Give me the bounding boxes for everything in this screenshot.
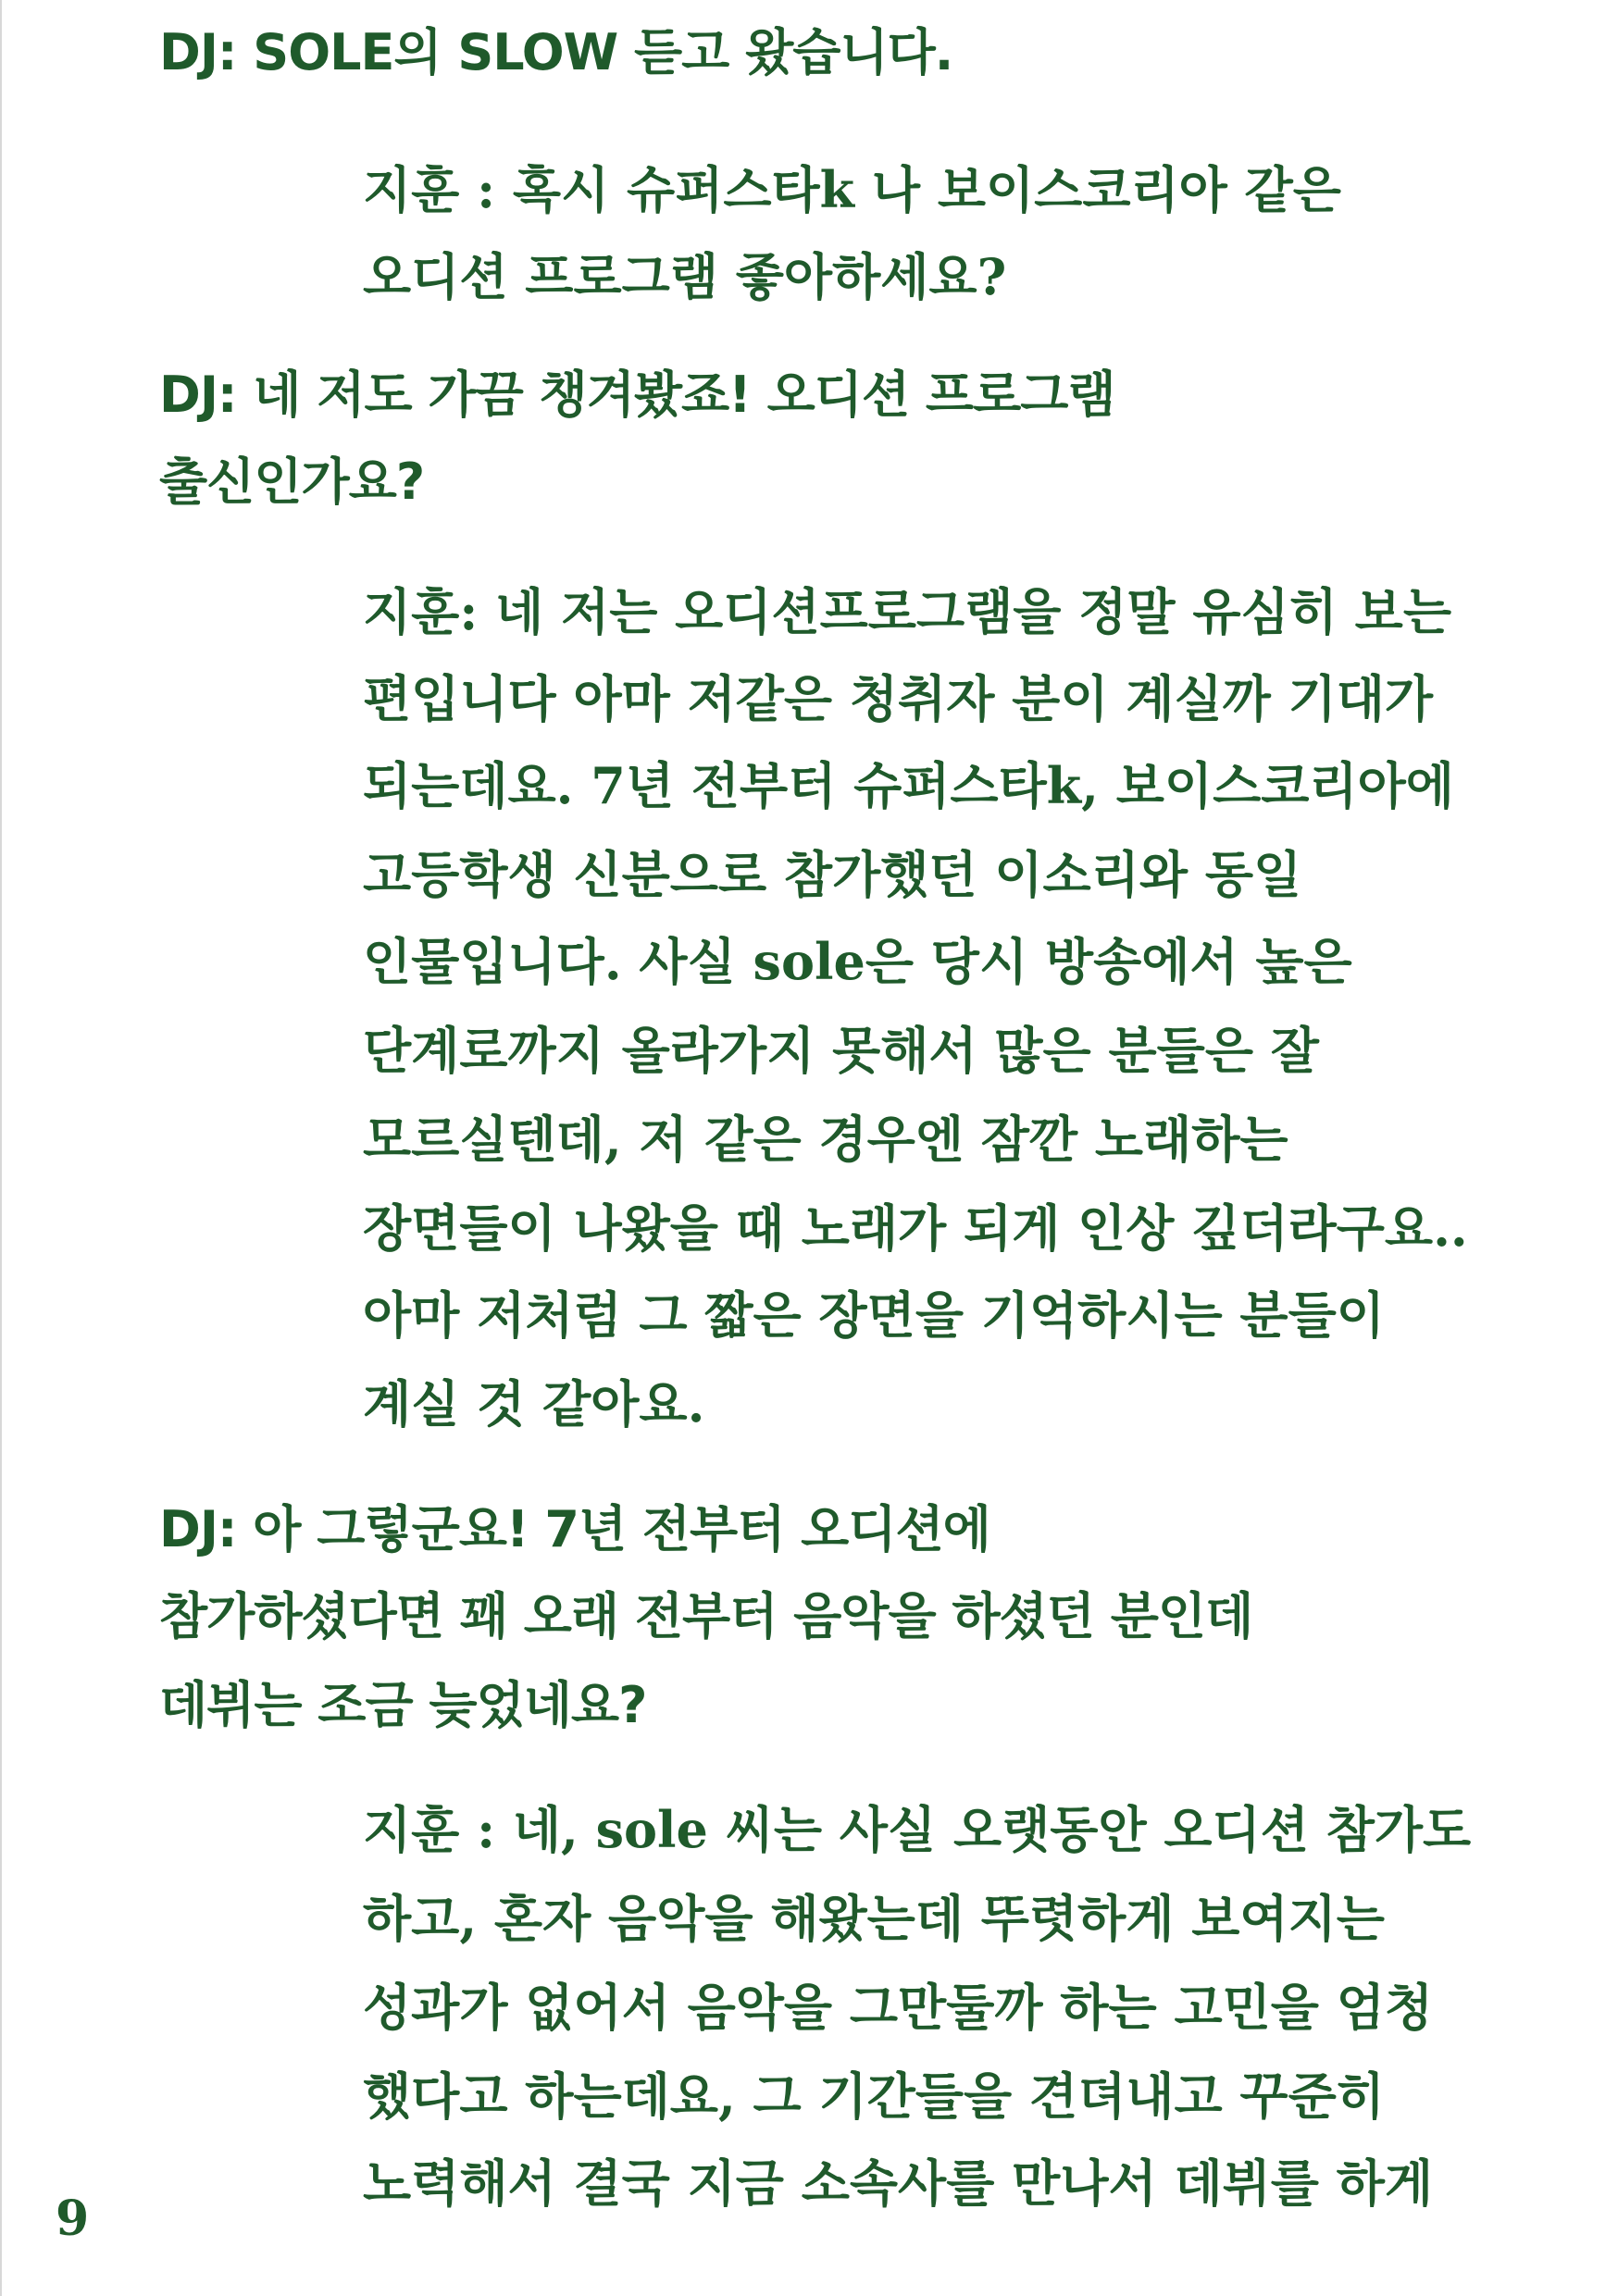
- jihoon-line: 하고, 혼자 음악을 해왔는데 뚜렷하게 보여지는: [363, 1889, 1385, 1948]
- jihoon-line: 편입니다 아마 저같은 청취자 분이 계실까 기대가: [363, 669, 1434, 728]
- jihoon-line: 노력해서 결국 지금 소속사를 만나서 데뷔를 하게: [363, 2153, 1434, 2213]
- jihoon-line: 계실 것 같아요.: [363, 1374, 705, 1433]
- jihoon-line: 되는데요. 7년 전부터 슈퍼스타k, 보이스코리아에: [363, 756, 1454, 815]
- jihoon-line: 모르실텐데, 저 같은 경우엔 잠깐 노래하는: [363, 1110, 1288, 1169]
- dj-line: DJ: 아 그렇군요! 7년 전부터 오디션에: [159, 1500, 990, 1558]
- dj-line: DJ: SOLE의 SLOW 듣고 왔습니다.: [159, 23, 953, 81]
- jihoon-line: 지훈 : 네, sole 씨는 사실 오랫동안 오디션 참가도: [363, 1800, 1472, 1859]
- jihoon-line: 단계로까지 올라가지 못해서 많은 분들은 잘: [363, 1021, 1319, 1080]
- dj-line: 출신인가요?: [159, 453, 425, 511]
- jihoon-line: 인물입니다. 사실 sole은 당시 방송에서 높은: [363, 932, 1352, 991]
- jihoon-line: 지훈: 네 저는 오디션프로그램을 정말 유심히 보는: [363, 582, 1452, 641]
- jihoon-line: 장면들이 나왔을 때 노래가 되게 인상 깊더라구요..: [363, 1198, 1468, 1258]
- jihoon-line: 성과가 없어서 음악을 그만둘까 하는 고민을 엄청: [363, 1978, 1434, 2037]
- jihoon-line: 오디션 프로그램 좋아하세요?: [363, 247, 1007, 306]
- page-number: 9: [56, 2191, 90, 2247]
- dj-line: 참가하셨다면 꽤 오래 전부터 음악을 하셨던 분인데: [159, 1587, 1253, 1645]
- jihoon-line: 아마 저처럼 그 짧은 장면을 기억하시는 분들이: [363, 1285, 1385, 1345]
- dj-line: DJ: 네 저도 가끔 챙겨봤죠! 오디션 프로그램: [159, 366, 1115, 424]
- jihoon-line: 고등학생 신분으로 참가했던 이소리와 동일: [363, 845, 1302, 904]
- jihoon-line: 지훈 : 혹시 슈퍼스타k 나 보이스코리아 같은: [363, 160, 1341, 219]
- jihoon-line: 했다고 하는데요, 그 기간들을 견뎌내고 꾸준히: [363, 2066, 1385, 2126]
- dj-line: 데뷔는 조금 늦었네요?: [159, 1676, 647, 1734]
